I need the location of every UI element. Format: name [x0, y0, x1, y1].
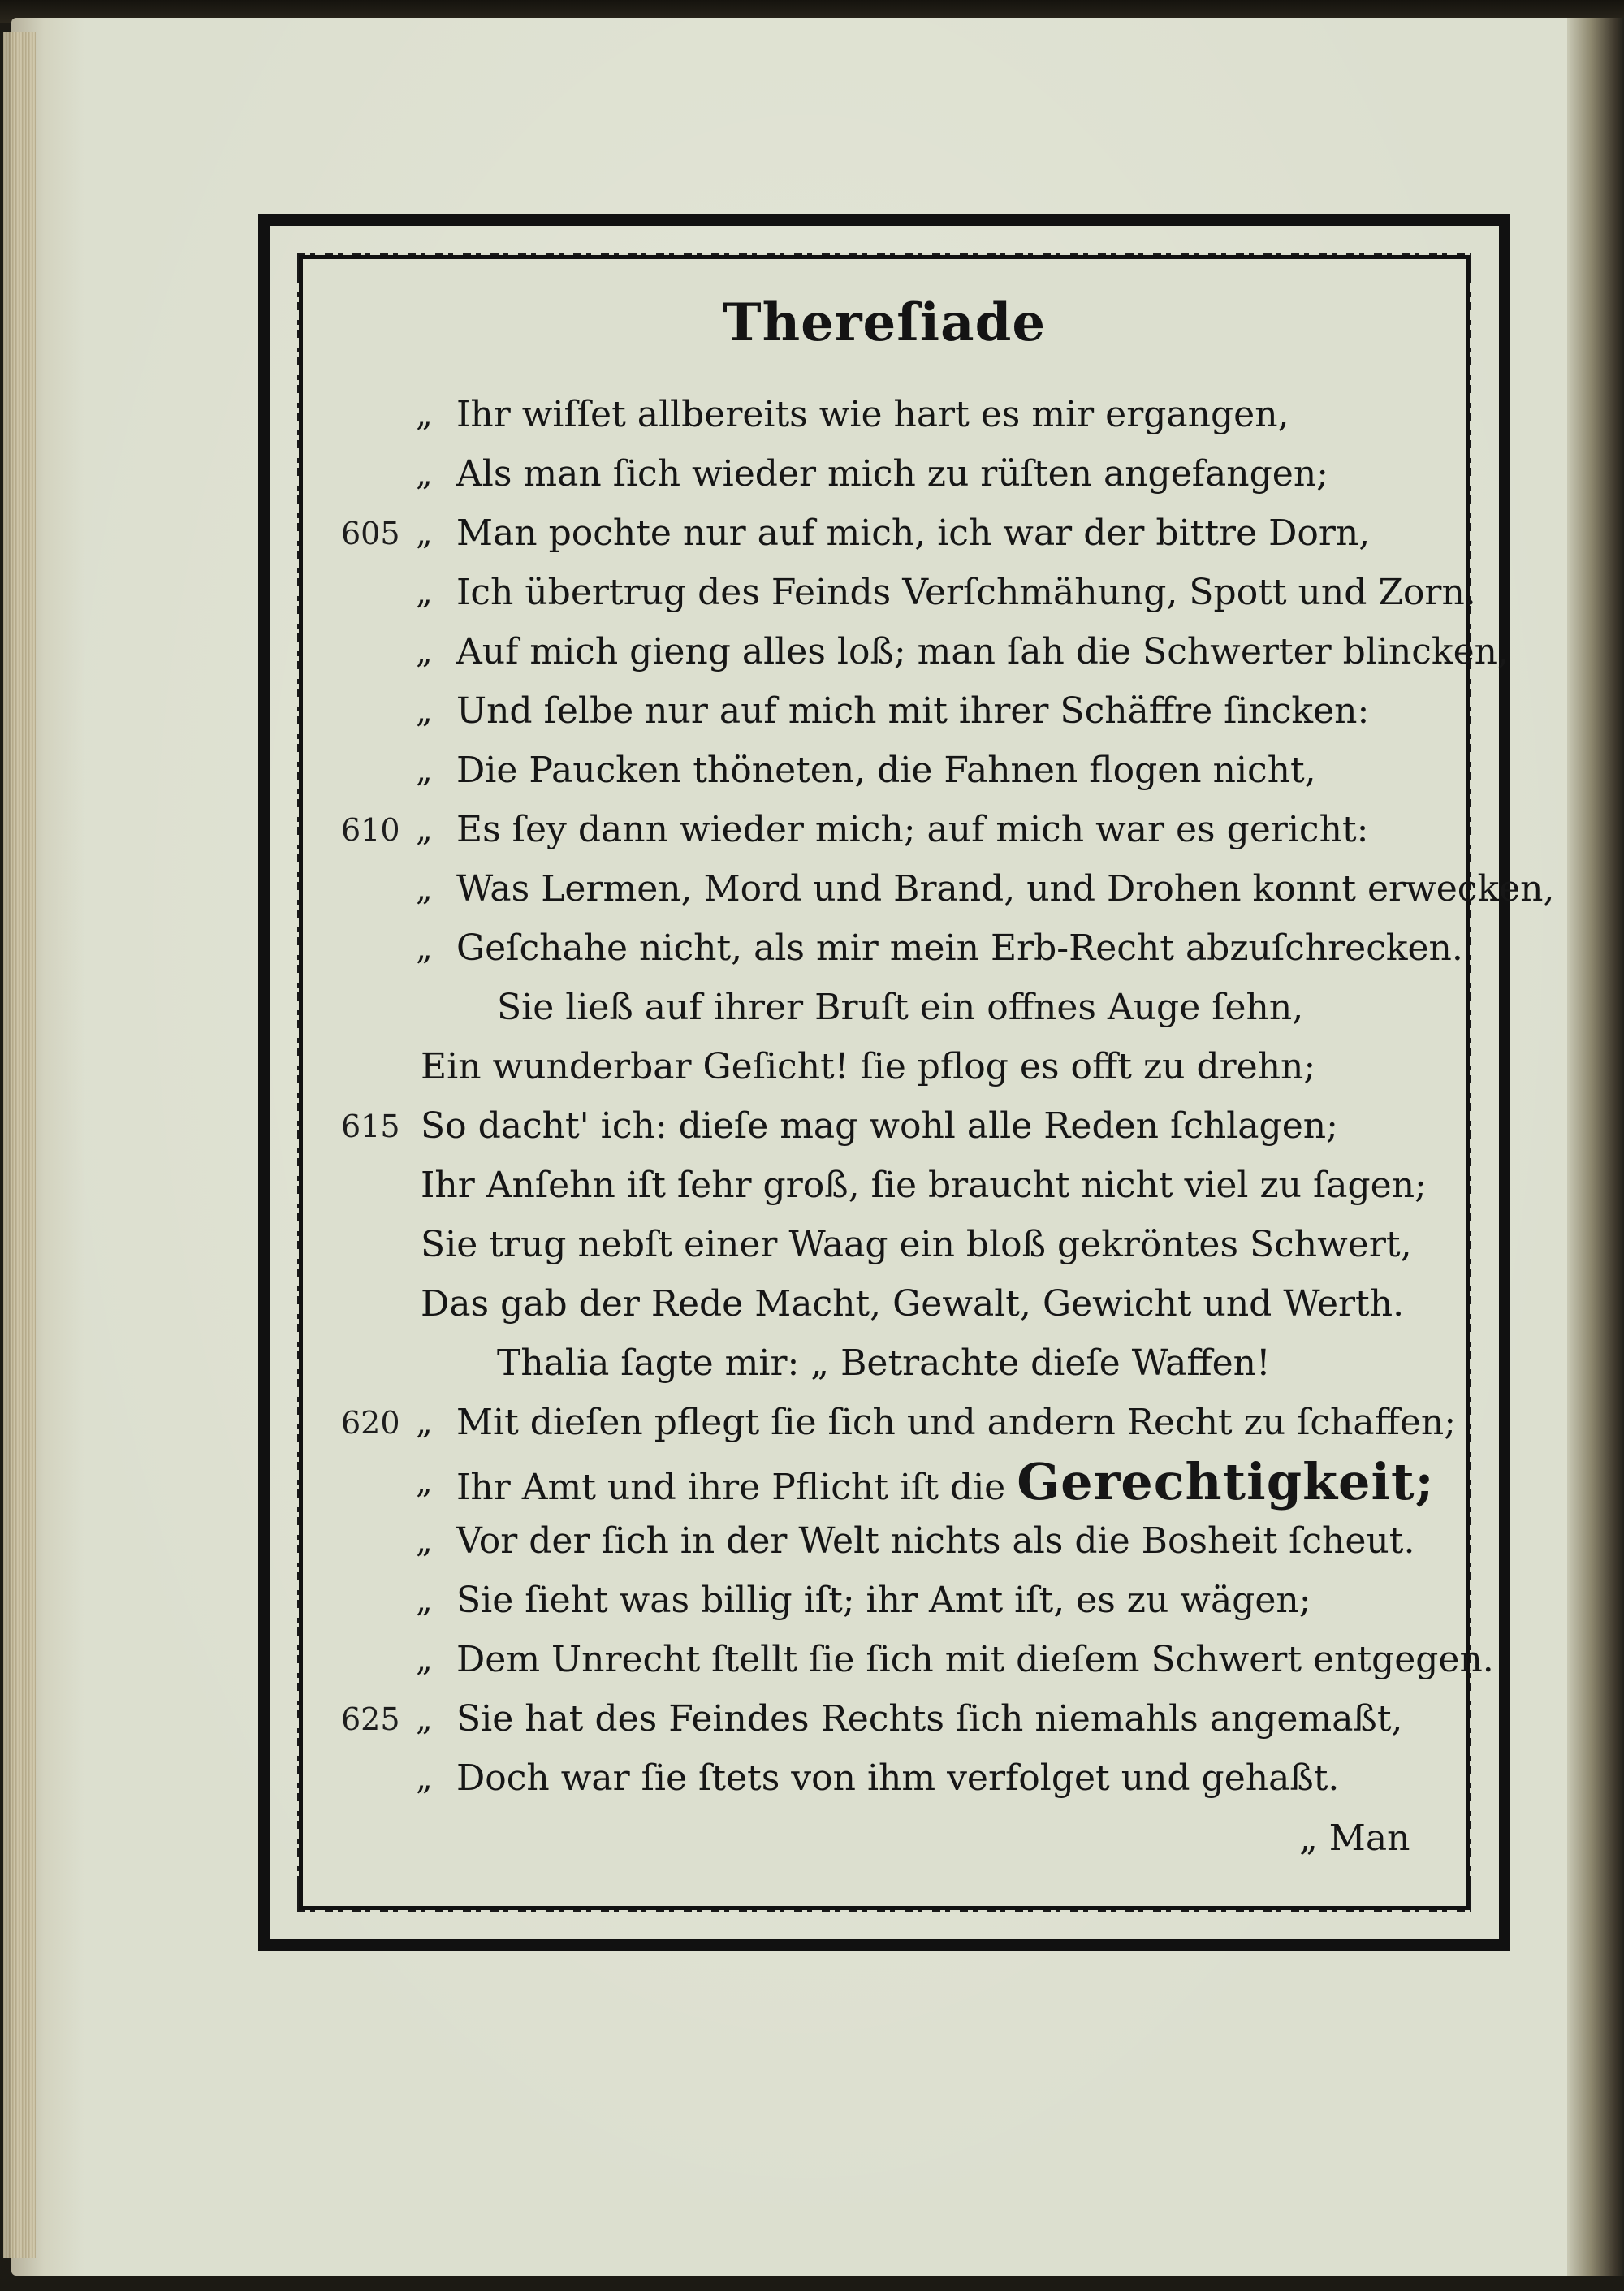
verse-text	[421, 1156, 1427, 1215]
quote-mark: „	[416, 574, 433, 612]
verse-text	[456, 741, 1316, 800]
quote-mark: „	[416, 396, 433, 434]
verse-text-body: Doch war ſie ſtets von ihm verfolget und gehaßt.	[456, 1757, 1340, 1799]
line-number: 615	[341, 1109, 400, 1144]
verse-line	[0, 860, 1624, 919]
line-number: 605	[341, 516, 400, 551]
quote-mark: „	[416, 1404, 433, 1442]
verse-text-body: Die Paucken thöneten, die Fahnen flogen nicht,	[456, 750, 1316, 791]
verse-line	[0, 1038, 1624, 1096]
verse-text-body: So dacht' ich: dieſe mag wohl alle Reden ſchlagen;	[421, 1105, 1338, 1147]
verse-text-body: Ich übertrug des Feinds Verſchmähung, Spott und Zorn.	[456, 572, 1476, 613]
line-number: 610	[341, 812, 400, 848]
verse-line	[0, 445, 1624, 504]
quote-mark: „	[416, 456, 433, 493]
verse-text	[456, 1749, 1339, 1808]
verse-line	[0, 979, 1624, 1037]
page-title: Thereſiade	[722, 292, 1047, 353]
quote-mark: „	[416, 930, 433, 967]
verse-text-body: Dem Unrecht ſtellt ſie ſich mit dieſem Schwert entgegen.	[456, 1639, 1494, 1680]
verse-line	[0, 1097, 1624, 1156]
verse-text	[456, 682, 1369, 741]
verse-text-body: Auf mich gieng alles loß; man ſah die Schwerter blincken,	[456, 631, 1509, 672]
verse-line	[0, 1394, 1624, 1452]
verse-text	[456, 1453, 1435, 1517]
verse-line	[0, 1334, 1624, 1393]
verse-text	[456, 445, 1328, 504]
verse-text-body: Und ſelbe nur auf mich mit ihrer Schäffre ſincken:	[456, 690, 1370, 732]
quote-mark: „	[416, 811, 433, 849]
verse-text	[421, 1275, 1404, 1334]
quote-mark: „	[416, 1523, 433, 1560]
line-number: 625	[341, 1701, 400, 1737]
verse-line	[0, 1690, 1624, 1749]
verse-text	[456, 1571, 1311, 1630]
verse-line	[0, 1216, 1624, 1274]
verse-text	[421, 1216, 1412, 1274]
verse-text	[456, 386, 1289, 444]
verse-text	[456, 1690, 1402, 1749]
quote-mark: „	[416, 752, 433, 789]
verse-text-body: Sie ließ auf ihrer Bruſt ein offnes Auge ſehn,	[497, 987, 1304, 1028]
quote-mark: „	[416, 871, 433, 908]
verse-line	[0, 801, 1624, 859]
verse-text-body: Ihr Anſehn iſt ſehr groß, ſie braucht nicht viel zu ſagen;	[421, 1165, 1427, 1206]
quote-mark: „	[416, 1582, 433, 1619]
quote-mark: „	[416, 515, 433, 552]
quote-mark: „	[416, 1463, 433, 1501]
verse-text	[456, 801, 1368, 859]
verse-text	[456, 1512, 1415, 1571]
emphasized-word: Gerechtigkeit;	[1017, 1452, 1435, 1511]
verse-text-body: Ein wunderbar Geſicht! ſie pflog es offt zu drehn;	[421, 1046, 1316, 1087]
verse-text	[421, 1097, 1338, 1156]
verse-text-body: Thalia ſagte mir: „ Betrachte dieſe Waffen!	[497, 1342, 1271, 1384]
quote-mark: „	[416, 1701, 433, 1738]
verse-line	[0, 919, 1624, 978]
verse-line	[0, 1571, 1624, 1630]
verse-text-body: Sie ſieht was billig iſt; ihr Amt iſt, es zu wägen;	[456, 1580, 1311, 1621]
verse-text	[456, 919, 1463, 978]
verse-line	[0, 682, 1624, 741]
verse-text-body: Man pochte nur auf mich, ich war der bittre Dorn,	[456, 512, 1371, 554]
verse-text-body: Es ſey dann wieder mich; auf mich war es gericht:	[456, 809, 1369, 850]
verse-text-body: Sie trug nebſt einer Waag ein bloß gekröntes Schwert,	[421, 1224, 1412, 1265]
verse-text-body: Was Lermen, Mord und Brand, und Drohen konnt erwecken,	[456, 868, 1555, 910]
verse-text	[456, 504, 1370, 563]
verse-text-body: Als man ſich wieder mich zu rüſten angefangen;	[456, 453, 1328, 495]
verse-line	[0, 386, 1624, 444]
verse-line	[0, 1512, 1624, 1571]
verse-text-body: Geſchahe nicht, als mir mein Erb-Recht abzuſchrecken.	[456, 927, 1463, 969]
verse-text-body: Das gab der Rede Macht, Gewalt, Gewicht und Werth.	[421, 1283, 1405, 1325]
verse-text	[497, 1334, 1271, 1393]
verse-text-body: Vor der ſich in der Welt nichts als die Bosheit ſcheut.	[456, 1520, 1415, 1562]
verse-text	[456, 1394, 1456, 1452]
verse-line	[0, 1275, 1624, 1334]
verse-text-body: Sie hat des Feindes Rechts ſich niemahls angemaßt,	[456, 1698, 1403, 1740]
catchword: „ Man	[1299, 1818, 1410, 1859]
verse-text	[456, 564, 1476, 622]
verse-text-body: Ihr wiſſet allbereits wie hart es mir ergangen,	[456, 394, 1289, 435]
verse-line	[0, 1453, 1624, 1511]
verse-text-body: Mit dieſen pflegt ſie ſich und andern Recht zu ſchaffen;	[456, 1402, 1457, 1443]
verse-line	[0, 1156, 1624, 1215]
verse-text	[421, 1038, 1315, 1096]
quote-mark: „	[416, 1641, 433, 1679]
verse-text	[456, 860, 1554, 919]
verse-line	[0, 564, 1624, 622]
verse-text	[497, 979, 1303, 1037]
verse-line	[0, 504, 1624, 563]
quote-mark: „	[416, 1760, 433, 1797]
line-number: 620	[341, 1405, 400, 1441]
verse-line	[0, 1749, 1624, 1808]
verse-line	[0, 623, 1624, 681]
quote-mark: „	[416, 633, 433, 671]
verse-line	[0, 741, 1624, 800]
verse-line	[0, 1631, 1624, 1689]
verse-text-body: Ihr Amt und ihre Pflicht iſt die	[456, 1467, 1006, 1508]
verse-text	[456, 1631, 1494, 1689]
verse-text	[456, 623, 1509, 681]
quote-mark: „	[416, 693, 433, 730]
